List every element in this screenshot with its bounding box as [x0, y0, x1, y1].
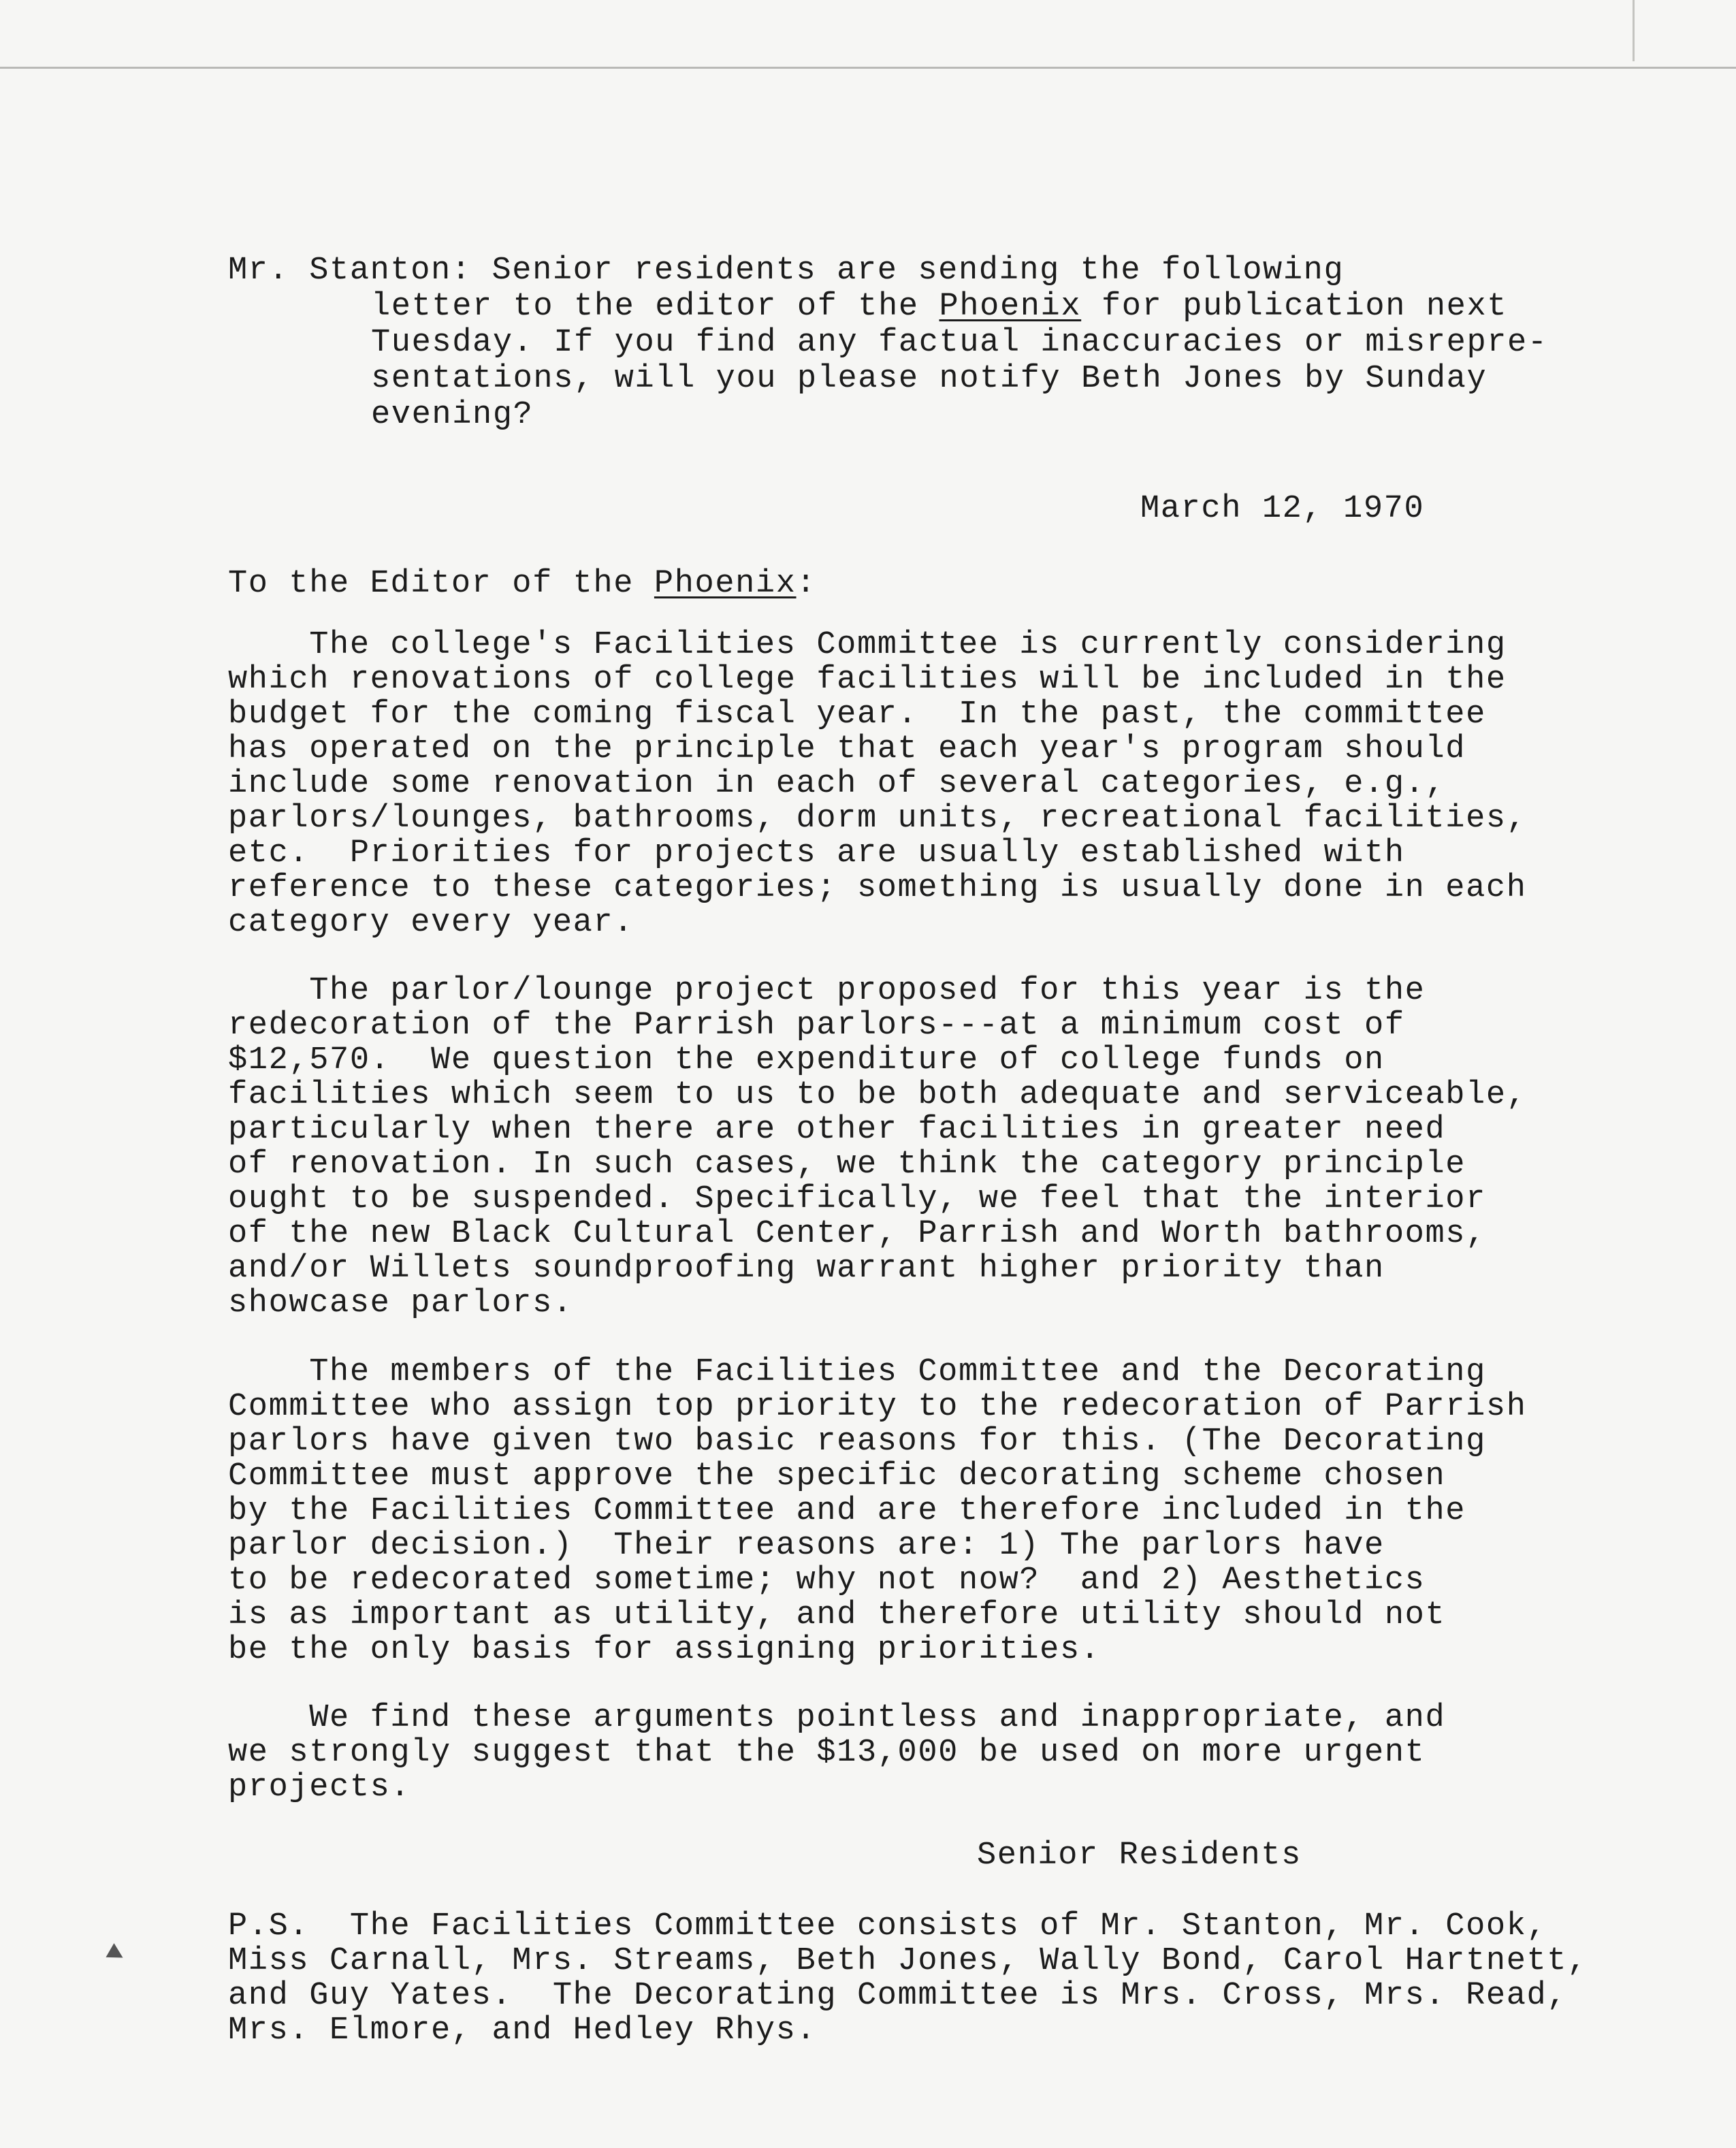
paragraph-3-line: parlor decision.) Their reasons are: 1) The parlors have: [228, 1528, 1385, 1564]
paragraph-4-line: We find these arguments pointless and inappropriate, and: [228, 1700, 1446, 1736]
paragraph-1-line: reference to these categories; something is usually done in each: [228, 870, 1527, 906]
paragraph-3-line: parlors have given two basic reasons for this. (The Decorating: [228, 1424, 1486, 1460]
paragraph-2-line: ought to be suspended. Specifically, we feel that the interior: [228, 1181, 1486, 1217]
paragraph-2-line: of renovation. In such cases, we think the category principle: [228, 1147, 1466, 1183]
paragraph-1-line: budget for the coming fiscal year. In the past, the committee: [228, 696, 1486, 733]
paragraph-1-line: etc. Priorities for projects are usually established with: [228, 835, 1405, 871]
paragraph-1-line: parlors/lounges, bathrooms, dorm units, recreational facilities,: [228, 801, 1527, 837]
signature: Senior Residents: [977, 1838, 1302, 1874]
paragraph-3-line: by the Facilities Committee and are therefore included in the: [228, 1493, 1466, 1529]
memo-phoenix-title: Phoenix: [939, 289, 1082, 325]
paragraph-3-line: Committee who assign top priority to the redecoration of Parrish: [228, 1389, 1527, 1425]
paragraph-1-line: which renovations of college facilities will be included in the: [228, 662, 1507, 698]
paragraph-2-line: redecoration of the Parrish parlors---at a minimum cost of: [228, 1008, 1405, 1044]
salutation-phoenix-title: Phoenix: [654, 566, 797, 602]
paragraph-1-line: category every year.: [228, 905, 634, 941]
paragraph-2-line: and/or Willets soundproofing warrant higher priority than: [228, 1251, 1385, 1287]
paragraph-3-line: to be redecorated sometime; why not now? and 2) Aesthetics: [228, 1562, 1426, 1599]
paragraph-2-line: $12,570. We question the expenditure of college funds on: [228, 1042, 1385, 1078]
postscript-line: Mrs. Elmore, and Hedley Rhys.: [228, 2013, 817, 2049]
paragraph-2-line: facilities which seem to us to be both adequate and serviceable,: [228, 1077, 1527, 1113]
paper-corner-mark: [1633, 0, 1635, 61]
letter-date: March 12, 1970: [1140, 491, 1425, 527]
paper-fold-line: [0, 67, 1736, 69]
memo-line-4: sentations, will you please notify Beth Jones by Sunday: [371, 361, 1488, 397]
postscript-line: and Guy Yates. The Decorating Committee is Mrs. Cross, Mrs. Read,: [228, 1978, 1568, 2014]
paragraph-2-line: of the new Black Cultural Center, Parrish and Worth bathrooms,: [228, 1216, 1486, 1252]
paragraph-1-line: has operated on the principle that each year's program should: [228, 731, 1466, 767]
paragraph-1-line: include some renovation in each of several categories, e.g.,: [228, 766, 1446, 802]
memo-line-2: letter to the editor of the Phoenix for publication next: [371, 289, 1508, 325]
postscript-line: P.S. The Facilities Committee consists of Mr. Stanton, Mr. Cook,: [228, 1908, 1547, 1944]
paragraph-3-line: The members of the Facilities Committee and the Decorating: [228, 1354, 1486, 1390]
paragraph-2-line: showcase parlors.: [228, 1285, 573, 1321]
paragraph-3-line: Committee must approve the specific decorating scheme chosen: [228, 1458, 1446, 1494]
memo-line-1: Mr. Stanton: Senior residents are sending the following: [228, 253, 1345, 289]
paragraph-2-line: particularly when there are other facilities in greater need: [228, 1112, 1446, 1148]
paragraph-1-line: The college's Facilities Committee is currently considering: [228, 627, 1507, 663]
paragraph-3-line: be the only basis for assigning priorities.: [228, 1632, 1101, 1668]
memo-line-3: Tuesday. If you find any factual inaccuracies or misrepre-: [371, 325, 1548, 361]
paragraph-4-line: projects.: [228, 1769, 411, 1806]
margin-arrow-mark: [106, 1943, 127, 1965]
paragraph-2-line: The parlor/lounge project proposed for this year is the: [228, 973, 1426, 1009]
salutation: To the Editor of the Phoenix:: [228, 566, 817, 602]
postscript-line: Miss Carnall, Mrs. Streams, Beth Jones, Wally Bond, Carol Hartnett,: [228, 1943, 1588, 1979]
memo-line-5: evening?: [371, 397, 534, 433]
paragraph-3-line: is as important as utility, and therefore utility should not: [228, 1597, 1446, 1633]
paragraph-4-line: we strongly suggest that the $13,000 be used on more urgent: [228, 1735, 1426, 1771]
